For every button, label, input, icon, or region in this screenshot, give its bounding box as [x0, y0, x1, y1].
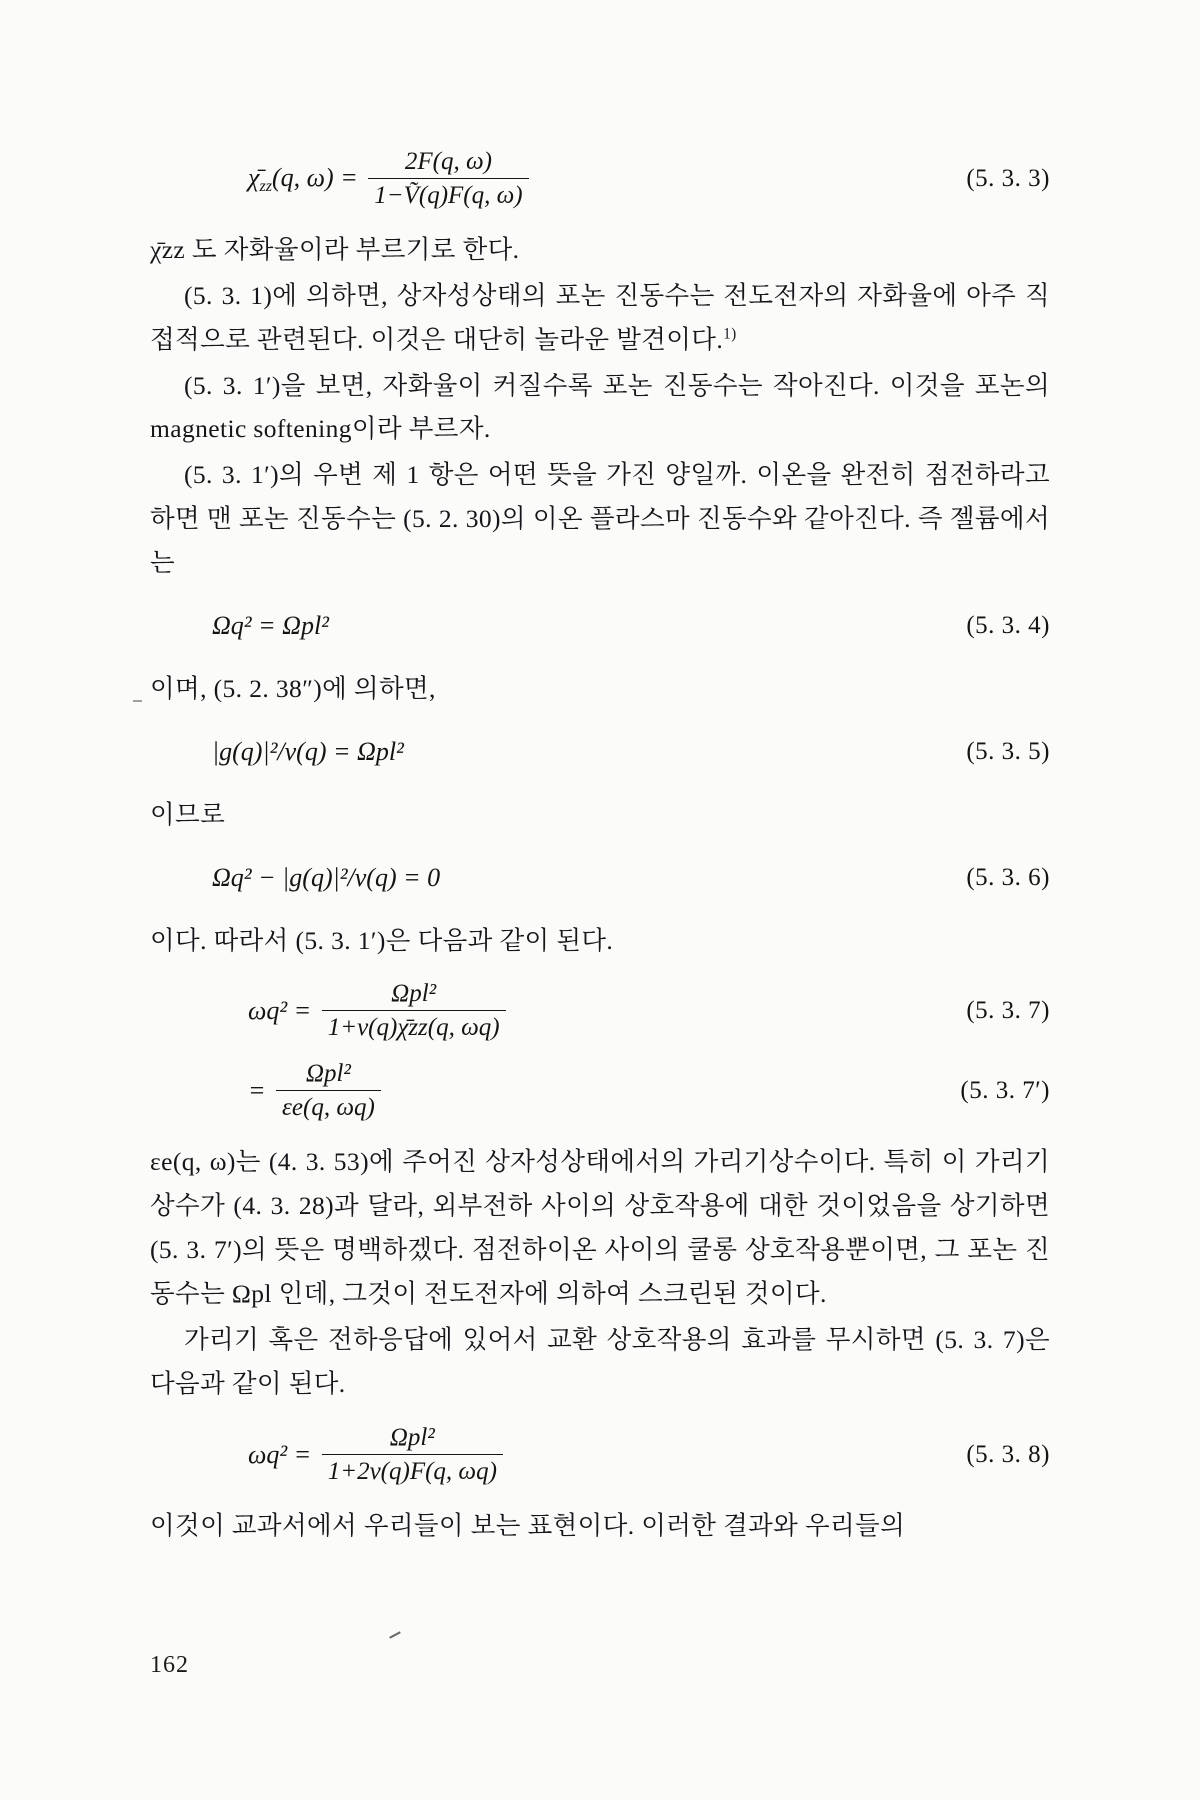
- fraction-numerator: 2F(q, ω): [368, 148, 528, 179]
- equation-lhs: ωq² =: [248, 1439, 312, 1469]
- fraction-denominator: 1−Ṽ(q)F(q, ω): [374, 182, 523, 209]
- equation-body: [248, 980, 510, 1042]
- equation-body: Ωq² = Ωpl²: [212, 610, 329, 640]
- equation-5-3-3: [150, 148, 1050, 210]
- equation-number: (5. 3. 6): [966, 863, 1050, 891]
- equation-5-3-4: [150, 603, 1050, 649]
- paragraph-6: 이므로: [150, 799, 226, 829]
- paragraph-4: (5. 3. 1′)의 우변 제 1 항은 어떤 뜻을 가진 양일까. 이온을 완전히 점전하라고 하면 맨 포논 진동수는 (5. 2. 30)의 이온 플라스마 진동수와 같아진다. 즉 젤륨에서는: [150, 460, 1050, 578]
- fraction: [276, 1060, 381, 1122]
- fraction: [368, 148, 528, 210]
- equation-body: $\chī_{zz}(q$, ω) = $\frac{2F(q, \omega)}{\text{1−Ṽ(q)F(q, ω)}}$: [248, 148, 533, 210]
- equation-body: Ωq² − |g(q)|²/v(q) = 0: [212, 862, 441, 892]
- ink-mark: [389, 1631, 401, 1638]
- equation-number: (5. 3. 3): [966, 165, 1050, 192]
- equation-5-3-7: [150, 980, 1050, 1042]
- fraction-numerator: Ωpl²: [322, 980, 506, 1011]
- paragraph-3: (5. 3. 1′)을 보면, 자화율이 커질수록 포논 진동수는 작아진다. 이것을 포논의 magnetic softening이라 부르자.: [150, 370, 1050, 444]
- paragraph-2-text: (5. 3. 1)에 의하면, 상자성상태의 포논 진동수는 전도전자의 자화율에 아주 직접적으로 관련된다. 이것은 대단히 놀라운 발견이다.: [150, 280, 1050, 354]
- equation-body: |g(q)|²/v(q) = Ωpl²: [212, 736, 404, 766]
- equation-lhs: =: [248, 1076, 266, 1106]
- fraction-numerator: Ωpl²: [276, 1060, 381, 1091]
- paragraph-1: χ̄zz 도 자화율이라 부르기로 한다.: [150, 235, 520, 264]
- footnote-marker: 1): [723, 325, 737, 343]
- fraction: [322, 1424, 503, 1486]
- fraction-denominator: εe(q, ωq): [282, 1094, 375, 1122]
- equation-lhs: ωq² =: [248, 996, 312, 1026]
- fraction: [322, 980, 506, 1042]
- page-content: [150, 130, 1050, 1549]
- equation-number: (5. 3. 8): [966, 1440, 1050, 1468]
- fraction-denominator: 1+v(q)χ̄zz(q, ωq): [327, 1014, 500, 1042]
- paragraph-5: 이며, (5. 2. 38″)에 의하면,: [150, 673, 436, 703]
- paragraph-8: εe(q, ω)는 (4. 3. 53)에 주어진 상자성상태에서의 가리기상수이다. 특히 이 가리기상수가 (4. 3. 28)과 달라, 외부전하 사이의 상호작용에 대한 것이었음을 상기하면 (5. 3. 7′)의 뜻은 명백하겠다. 점전하이온 사이의 쿨롱 상호작용뿐이면, 그 포논 진동수는 Ωpl 인데, 그것이 전도전자에 의하여 스크린된 것이다.: [150, 1147, 1050, 1309]
- equation-5-3-7-prime: [150, 1060, 1050, 1122]
- equation-body: [248, 1060, 385, 1122]
- paragraph-10: 이것이 교과서에서 우리들이 보는 표현이다. 이러한 결과와 우리들의: [150, 1510, 906, 1540]
- equation-number: (5. 3. 4): [966, 611, 1050, 639]
- equation-number: (5. 3. 5): [966, 737, 1050, 765]
- fraction-numerator: Ωpl²: [322, 1424, 503, 1455]
- edge-smudge: [133, 700, 142, 702]
- equation-5-3-5: [150, 729, 1050, 775]
- paragraph-7: 이다. 따라서 (5. 3. 1′)은 다음과 같이 된다.: [150, 925, 614, 955]
- equation-body: [248, 1424, 507, 1486]
- page-number: 162: [150, 1652, 189, 1678]
- equation-number: (5. 3. 7′): [960, 1077, 1050, 1105]
- equation-5-3-6: [150, 855, 1050, 901]
- equation-number: (5. 3. 7): [966, 997, 1050, 1025]
- fraction-denominator: 1+2v(q)F(q, ωq): [327, 1457, 497, 1485]
- paragraph-9: 가리기 혹은 전하응답에 있어서 교환 상호작용의 효과를 무시하면 (5. 3. 7)은 다음과 같이 된다.: [150, 1324, 1050, 1398]
- equation-5-3-8: [150, 1424, 1050, 1486]
- paragraph-2: [150, 274, 1050, 362]
